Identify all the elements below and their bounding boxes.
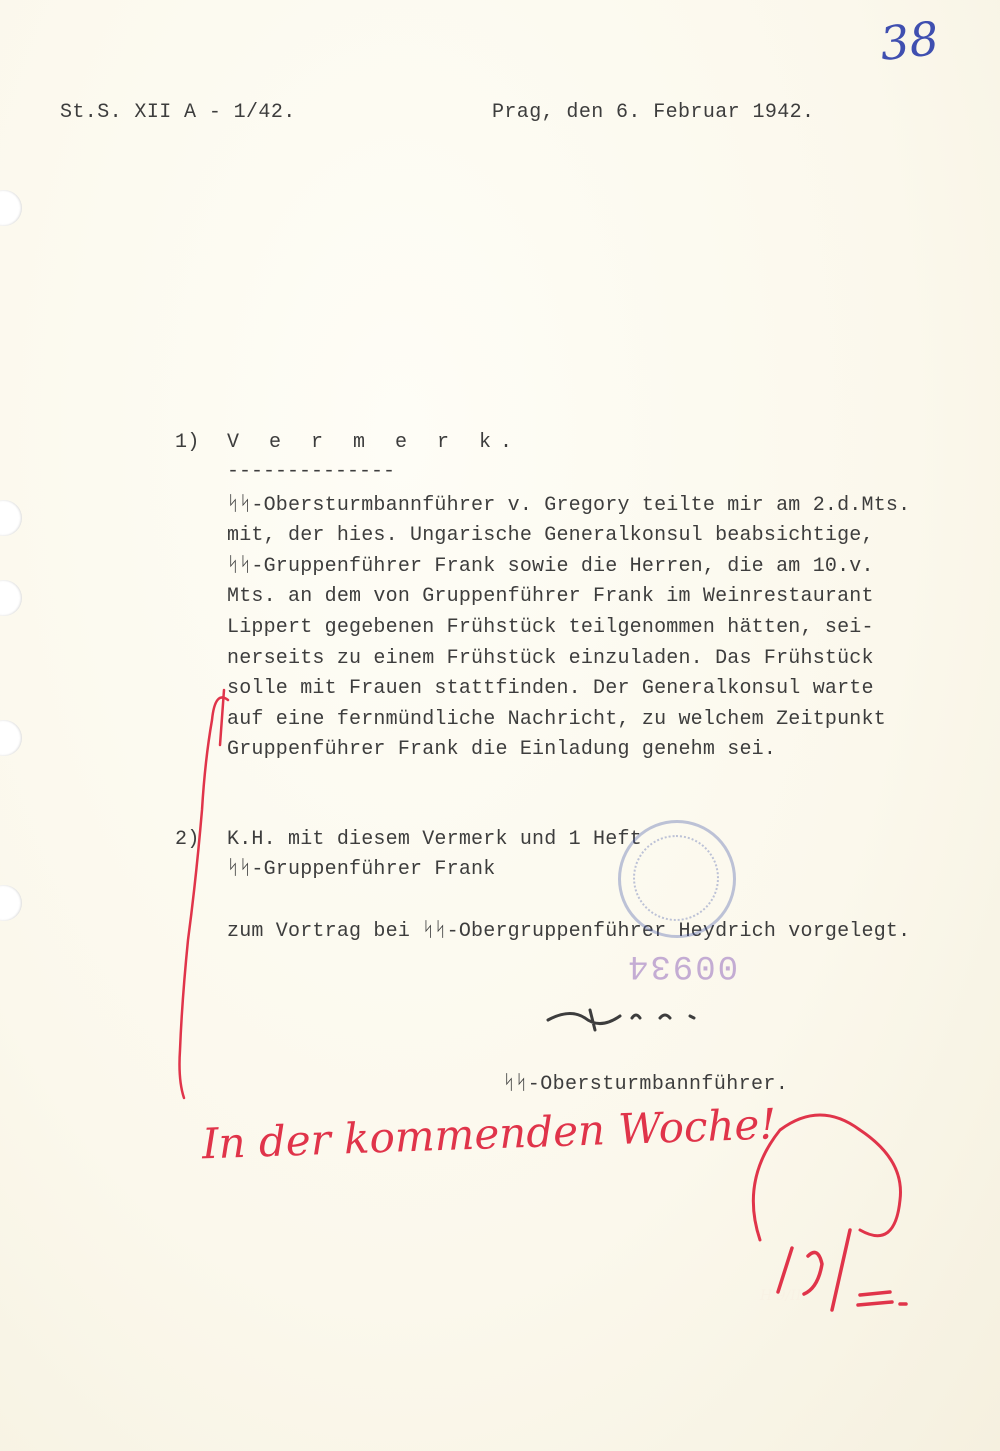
place-date: Prag, den 6. Februar 1942. bbox=[492, 101, 815, 124]
item-2-line: ᛋᛋ-Gruppenführer Frank bbox=[227, 858, 496, 881]
presented-line: zum Vortrag bei ᛋᛋ-Obergruppenführer Heydrich vorgelegt. bbox=[227, 920, 911, 943]
body-line: Gruppenführer Frank die Einladung genehm sei. bbox=[227, 738, 777, 761]
heading-underline: -------------- bbox=[227, 460, 396, 483]
red-initials-text bbox=[759, 1288, 806, 1304]
item-2-line: K.H. mit diesem Vermerk und 1 Heft bbox=[227, 828, 642, 851]
body-line: Lippert gegebenen Frühstück teilgenommen hätten, sei- bbox=[227, 616, 874, 639]
red-annotation: In der kommenden Woche! bbox=[201, 1099, 777, 1169]
item-2-number: 2) bbox=[175, 828, 200, 851]
signature-rank: ᛋᛋ-Obersturmbannführer. bbox=[503, 1073, 789, 1096]
item-1-number: 1) bbox=[175, 431, 200, 454]
page-number: 38 bbox=[877, 11, 942, 71]
body-line: Mts. an dem von Gruppenführer Frank im Weinrestaurant bbox=[227, 585, 874, 608]
body-line: mit, der hies. Ungarische Generalkonsul beabsichtige, bbox=[227, 524, 874, 547]
reference-number: St.S. XII A - 1/42. bbox=[60, 101, 296, 124]
body-line: solle mit Frauen stattfinden. Der Generalkonsul warte bbox=[227, 677, 874, 700]
stamp-number: 00934 bbox=[626, 946, 739, 984]
body-line: nerseits zu einem Frühstück einzuladen. Das Frühstück bbox=[227, 647, 874, 670]
body-line: ᛋᛋ-Obersturmbannführer v. Gregory teilte mir am 2.d.Mts. bbox=[227, 494, 911, 517]
typed-signature-scribble bbox=[548, 1010, 694, 1030]
red-margin-bracket bbox=[180, 690, 229, 1098]
body-line: auf eine fernmündliche Nachricht, zu welchem Zeitpunkt bbox=[227, 708, 886, 731]
body-line: ᛋᛋ-Gruppenführer Frank sowie die Herren, die am 10.v. bbox=[227, 555, 874, 578]
vermerk-heading: V e r m e r k. bbox=[227, 431, 522, 454]
